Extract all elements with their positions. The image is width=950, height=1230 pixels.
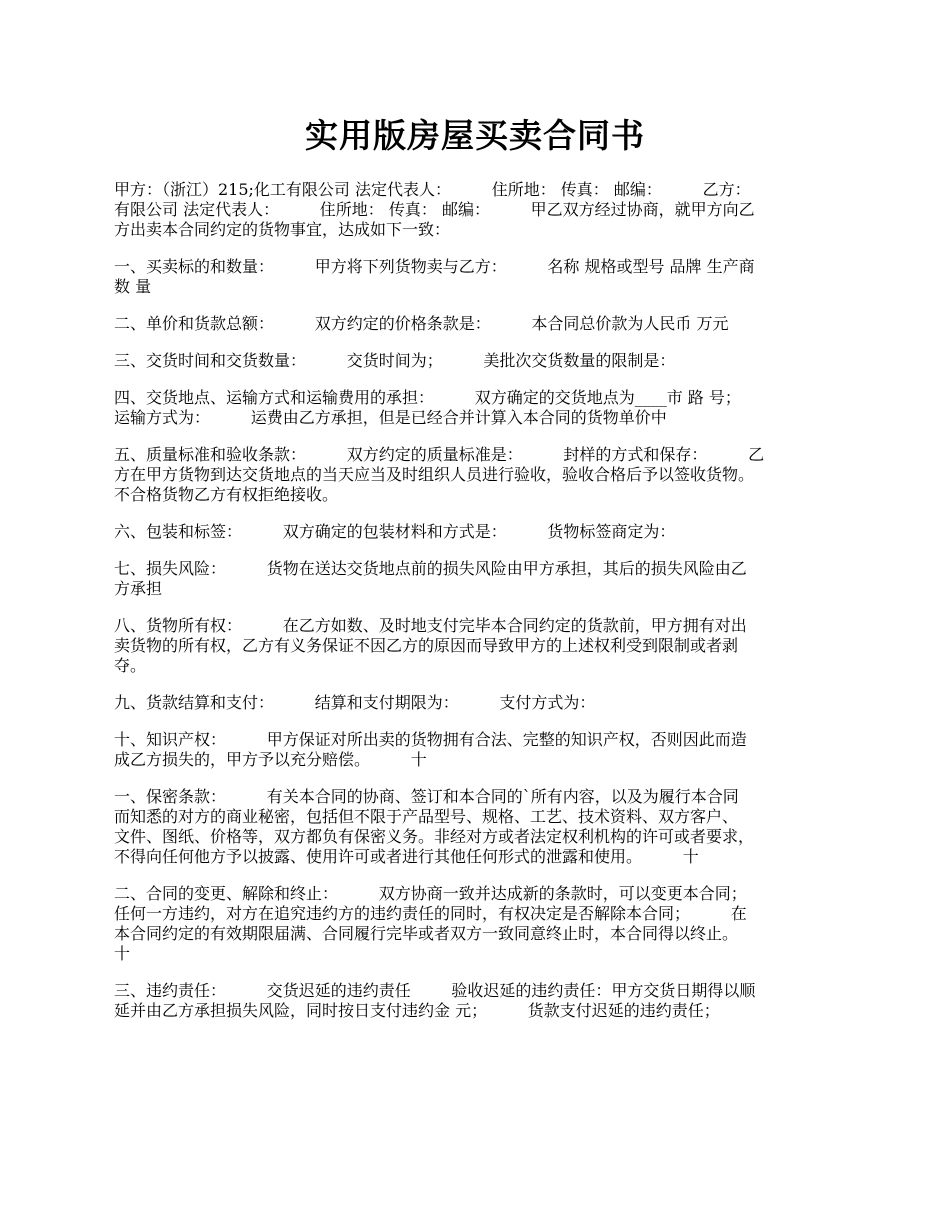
paragraph-clause-2: 二、单价和货款总额： 双方约定的价格条款是： 本合同总价款为人民币 万元 xyxy=(114,314,729,333)
paragraph-clause-12: 二、合同的变更、解除和终止： 双方协商一致并达成新的条款时，可以变更本合同； 任何一方违约，对方在追究违约方的违约责任的同时，有权决定是否解除本合同； 在 本合同约定的有效期限届满、合同履行完毕或者双方一致同意终止时，本合同得以终止。 十 xyxy=(114,884,747,963)
paragraph-clause-9: 九、货款结算和支付： 结算和支付期限为： 支付方式为： xyxy=(114,693,596,712)
document-title: 实用版房屋买卖合同书 xyxy=(305,116,645,155)
paragraph-clause-1: 一、买卖标的和数量： 甲方将下列货物卖与乙方： 名称 规格或型号 品牌 生产商 数 量 xyxy=(114,257,755,296)
paragraph-clause-11: 一、保密条款： 有关本合同的协商、签订和本合同的`所有内容，以及为履行本合同 而知悉的对方的商业秘密，包括但不限于产品型号、规格、工艺、技术资料、双方客户、 文件、图纸、价格等，双方都负有保密义务。非经对方或者法定权利机构的许可或者要求， 不得向任何他方予以披露、使用许可或者进行其他任何形式的泄露和使用。 十 xyxy=(114,787,755,866)
paragraph-clause-8: 八、货物所有权： 在乙方如数、及时地支付完毕本合同约定的货款前，甲方拥有对出 卖货物的所有权，乙方有义务保证不因乙方的原因而导致甲方的上述权利受到限制或者剥 夺。 xyxy=(114,616,747,675)
paragraph-clause-7: 七、损失风险： 货物在送达交货地点前的损失风险由甲方承担，其后的损失风险由乙 方承担 xyxy=(114,559,747,598)
document-body xyxy=(114,180,854,1038)
paragraph-clause-10: 十、知识产权： 甲方保证对所出卖的货物拥有合法、完整的知识产权，否则因此而造 成乙方损失的，甲方予以充分赔偿。 十 xyxy=(114,730,747,769)
paragraph-clause-5: 五、质量标准和验收条款： 双方约定的质量标准是： 封样的方式和保存： 乙 方在甲方货物到达交货地点的当天应当及时组织人员进行验收，验收合格后予以签收货物。 不合格货物乙方有权拒绝接收。 xyxy=(114,445,765,504)
paragraph-clause-3: 三、交货时间和交货数量： 交货时间为； 美批次交货数量的限制是： xyxy=(114,351,676,370)
paragraph-parties: 甲方：（浙江）215;化工有限公司 法定代表人： 住所地： 传真： 邮编： 乙方： 有限公司 法定代表人： 住所地： 传真： 邮编： 甲乙双方经过协商，就甲方向乙 方出卖本合同约定的货物事宜，达成如下一致： xyxy=(114,180,755,239)
paragraph-clause-4: 四、交货地点、运输方式和运输费用的承担： 双方确定的交货地点为____市 路 号； 运输方式为： 运费由乙方承担，但是已经合并计算入本合同的货物单价中 xyxy=(114,388,741,427)
paragraph-clause-13: 三、违约责任： 交货迟延的违约责任 验收迟延的违约责任：甲方交货日期得以顺 延并由乙方承担损失风险，同时按日支付违约金 元； 货款支付迟延的违约责任； xyxy=(114,981,756,1020)
paragraph-clause-6: 六、包装和标签： 双方确定的包装材料和方式是： 货物标签商定为： xyxy=(114,522,676,541)
